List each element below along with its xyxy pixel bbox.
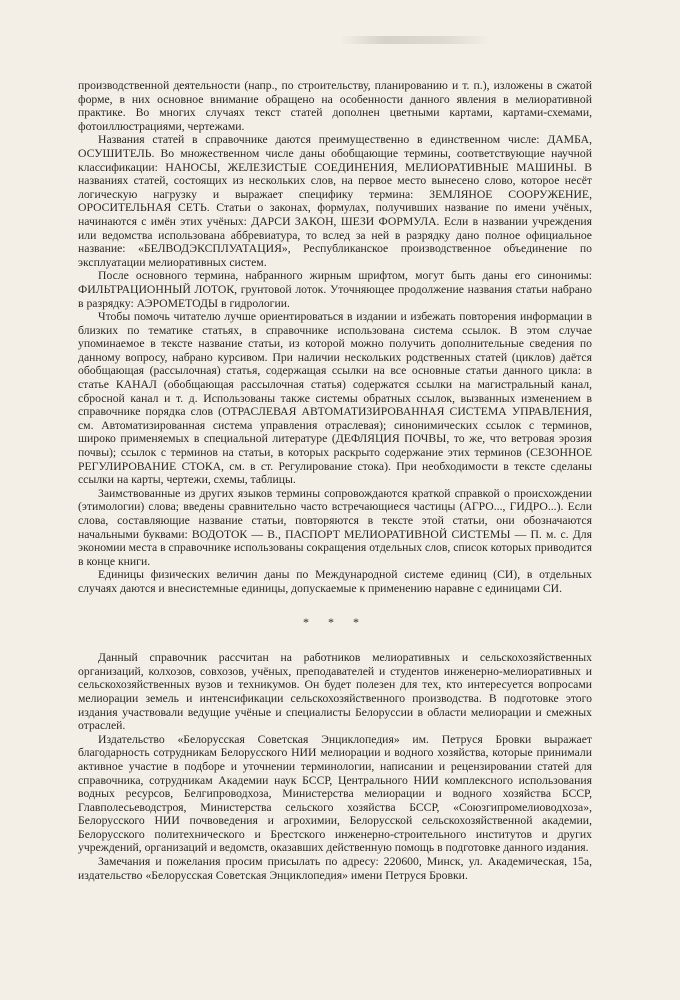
paragraph-address: Замечания и пожелания просим присылать по адресу: 220600, Минск, ул. Академическая, 15а, издательство «Белорусская Советская Энциклопедия» имени Петруся Бровки. <box>78 855 592 882</box>
bleed-through-mark <box>340 36 490 44</box>
paragraph-etymology: Заимствованные из других языков термины сопровождаются краткой справкой о происхождении (этимологии) слова; введены сравнительно часто встречающиеся частицы (АГРО..., ГИДРО...). Если слова, составляющие название статьи, повторяются в тексте этой статьи, они обозначаются начальными буквами: ВОДОТОК — В., ПАСПОРТ МЕЛИОРАТИВНОЙ СИСТЕМЫ — П. м. с. Для экономии места в справочнике использованы сокращения отдельных слов, список которых приводится в конце книги. <box>78 486 592 568</box>
paragraph-synonyms: После основного термина, набранного жирным шрифтом, могут быть даны его синонимы: ФИЛЬТРАЦИОННЫЙ ЛОТОК, грунтовой лоток. Уточняющее продолжение названия статьи набрано в разрядку: АЭРОМЕТОДЫ в гидрологии. <box>78 269 592 310</box>
paragraph-units: Единицы физических величин даны по Международной системе единиц (СИ), в отдельных случаях даются и внесистемные единицы, допускаемые к применению наравне с единицами СИ. <box>78 568 592 595</box>
paragraph-audience: Данный справочник рассчитан на работников мелиоративных и сельскохозяйственных организаций, колхозов, совхозов, учёных, преподавателей и студентов инженерно-мелиоративных и сельскохозяйственных вузов и техникумов. Он будет полезен для тех, кто интересуется вопросами мелиорации земель и интенсификации сельскохозяйственного производства. В подготовке этого издания участвовали ведущие учёные и специалисты Белоруссии в области мелиорации и смежных отраслей. <box>78 651 592 733</box>
section-separator: * * * <box>303 614 367 629</box>
paragraph-acknowledgements: Издательство «Белорусская Советская Энциклопедия» им. Петруся Бровки выражает благодарность сотрудникам Белорусского НИИ мелиорации и водного хозяйства, которые принимали активное участие в подборе и уточнении терминологии, написании и рецензировании статей для справочника, сотрудникам Академии наук БССР, Центрального НИИ комплексного использования водных ресурсов, Белгипроводхоза, Министерства мелиорации и водного хозяйства БССР, Главполесьеводстроя, Министерства сельского хозяйства БССР, «Союзгипромелиоводхоза», Белорусского НИИ почвоведения и агрохимии, Белорусской сельскохозяйственной академии, Белорусского политехнического и Брестского инженерно-строительного институтов и других учреждений, организаций и ведомств, оказавших действенную помощь в подготовке данного издания. <box>78 732 592 855</box>
paragraph-references: Чтобы помочь читателю лучше ориентироваться в издании и избежать повторения информации в близких по тематике статьях, в справочнике использована система ссылок. В этом случае упоминаемое в тексте название статьи, из которой можно получить дополнительные сведения по данному вопросу, набрано курсивом. При наличии нескольких родственных статей (циклов) даётся обобщающая (рассылочная) статья, содержащая ссылки на все основные статьи данного цикла: в статье КАНАЛ (обобщающая рассылочная статья) содержатся ссылки на магистральный канал, сбросной канал и т. д. Использованы также системы обратных ссылок, вызванных изменением в справочнике порядка слов (ОТРАСЛЕВАЯ АВТОМАТИЗИРОВАННАЯ СИСТЕМА УПРАВЛЕНИЯ, см. Автоматизированная система управления отраслевая); синонимических ссылок с терминов, широко применяемых в специальной литературе (ДЕФЛЯЦИЯ ПОЧВЫ, то же, что ветровая эрозия почвы); ссылок с терминов на статьи, в которых раскрыто содержание этих терминов (СЕЗОННОЕ РЕГУЛИРОВАНИЕ СТОКА, см. в ст. Регулирование стока). При необходимости в тексте сделаны ссылки на карты, чертежи, схемы, таблицы. <box>78 310 592 487</box>
paragraph-continuation: производственной деятельности (напр., по строительству, планированию и т. п.), изложены в сжатой форме, в них основное внимание обращено на особенности данного явления в мелиоративной практике. Во многих случаях текст статей дополнен цветными картами, картами-схемами, фотоиллюстрациями, чертежами. <box>78 79 592 133</box>
paragraph-article-titles: Названия статей в справочнике даются преимущественно в единственном числе: ДАМБА, ОСУШИТЕЛЬ. Во множественном числе даны обобщающие термины, соответствующие научной классификации: НАНОСЫ, ЖЕЛЕЗИСТЫЕ СОЕДИНЕНИЯ, МЕЛИОРАТИВНЫЕ МАШИНЫ. В названиях статей, состоящих из нескольких слов, на первое место вынесено слово, которое несёт логическую нагрузку и выражает специфику термина: ЗЕМЛЯНОЕ СООРУЖЕНИЕ, ОРОСИТЕЛЬНАЯ СЕТЬ. Статьи о законах, формулах, получивших название по имени учёных, начинаются с имён этих учёных: ДАРСИ ЗАКОН, ШЕЗИ ФОРМУЛА. Если в названии учреждения или ведомства использована аббревиатура, то вслед за ней в разрядку дано полное официальное название: «БЕЛВОДЭКСПЛУАТАЦИЯ», Республиканское производственное объединение по эксплуатации мелиоративных систем. <box>78 133 592 269</box>
preface-text <box>78 79 592 882</box>
